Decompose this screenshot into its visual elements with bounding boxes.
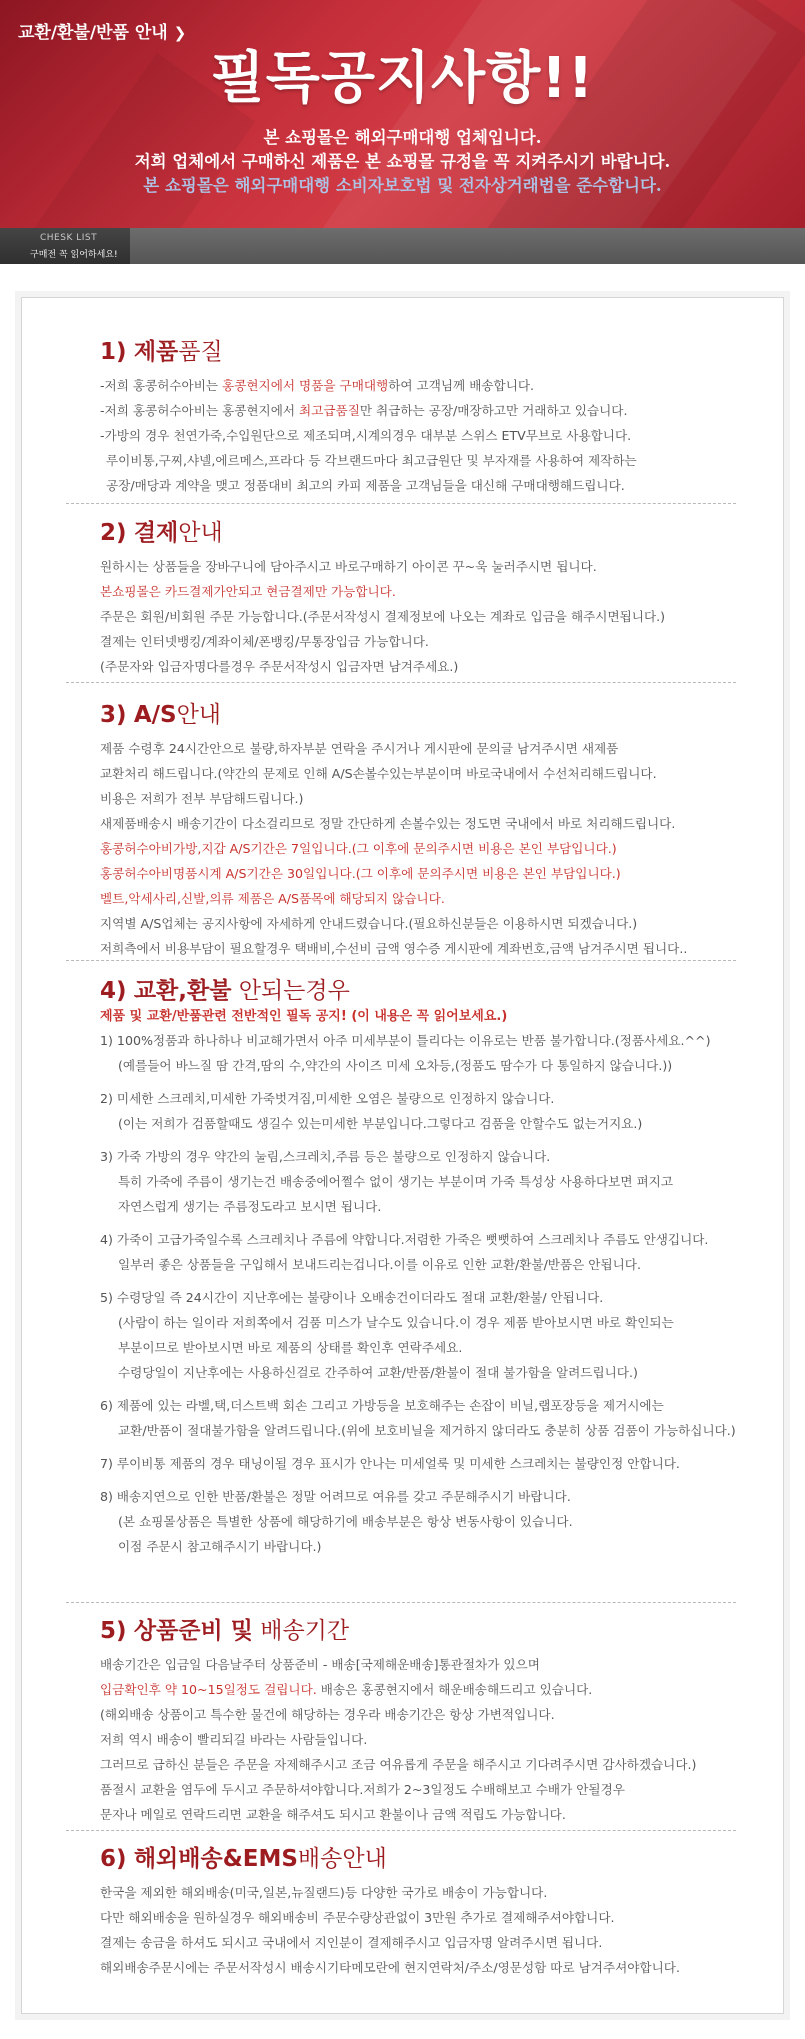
breadcrumb-label: 교환/환불/반품 안내: [18, 23, 168, 43]
section-divider: [66, 1830, 736, 1831]
list-item: 교환/반품이 절대불가함을 알려드립니다.(위에 보호비닐을 제거하지 않더라도 충분히 상품 검품이 가능하십니다.): [118, 1423, 736, 1438]
text-line: 교환처리 해드립니다.(약간의 문제로 인해 A/S손볼수있는부분이며 바로국내에서 수선처리해드립니다.: [100, 766, 657, 781]
text-line: -가방의 경우 천연가죽,수입원단으로 제조되며,시계의경우 대부분 스위스 ETV무브로 사용합니다.: [100, 428, 632, 443]
text-line: -저희 홍콩허수아비는 홍콩현지에서 명품을 구매대행하여 고객님께 배송합니다.: [100, 378, 535, 393]
section-divider: [66, 682, 736, 683]
list-item: 1) 100%정품과 하나하나 비교해가면서 아주 미세부분이 틀리다는 이유로는 반품 불가합니다.(정품사세요.^^): [100, 1033, 711, 1048]
list-item: 3) 가죽 가방의 경우 약간의 눌림,스크레치,주름 등은 불량으로 인정하지 않습니다.: [100, 1149, 551, 1164]
section-divider: [66, 503, 736, 504]
text-line: 홍콩허수아비명품시계 A/S기간은 30일입니다.(그 이후에 문의주시면 비용은 본인 부담입니다.): [100, 866, 621, 881]
text-line: 저희 역시 배송이 빨리되길 바라는 사람들입니다.: [100, 1732, 368, 1747]
section-shipping-period: [100, 1616, 740, 1827]
important-notice: 제품 및 교환/반품관련 전반적인 필독 공지! (이 내용은 꼭 읽어보세요.): [100, 1009, 508, 1024]
text-line: 문자나 메일로 연락드리면 교환을 해주셔도 되시고 환불이나 금액 적립도 가능합니다.: [100, 1807, 566, 1822]
text-line: 새제품배송시 배송기간이 다소걸리므로 정말 간단하게 손볼수있는 정도면 국내에서 바로 처리해드립니다.: [100, 816, 676, 831]
section-divider: [66, 960, 736, 961]
list-item: 7) 루이비통 제품의 경우 태닝이될 경우 표시가 안나는 미세얼룩 및 미세한 스크레치는 불량인정 안합니다.: [100, 1456, 680, 1471]
page-title: 필독공지사항!!: [210, 46, 595, 111]
text-line: 홍콩허수아비가방,지갑 A/S기간은 7일입니다.(그 이후에 문의주시면 비용은 본인 부담입니다.): [100, 841, 617, 856]
text-line: 본쇼핑몰은 카드결제가안되고 현금결제만 가능합니다.: [100, 584, 396, 599]
list-item: 6) 제품에 있는 라벨,택,더스트백 회손 그리고 가방등을 보호해주는 손잡이 비닐,랩포장등을 제거시에는: [100, 1398, 664, 1413]
section-title: 1) 제품품질: [100, 339, 223, 365]
text-line: 한국을 제외한 해외배송(미국,일본,뉴질랜드)등 다양한 국가로 배송이 가능합니다.: [100, 1885, 548, 1900]
header-banner: [0, 0, 805, 228]
list-item: 특히 가죽에 주름이 생기는건 배송중에어쩔수 없이 생기는 부분이며 가죽 특성상 사용하다보면 펴지고: [118, 1174, 673, 1189]
text-line: 품절시 교환을 염두에 두시고 주문하셔야합니다.저희가 2~3일정도 수배해보고 수배가 안될경우: [100, 1782, 625, 1797]
section-title: 2) 결제안내: [100, 520, 223, 546]
list-item: 5) 수령당일 즉 24시간이 지난후에는 불량이나 오배송건이더라도 절대 교환/환불/ 안됩니다.: [100, 1290, 604, 1305]
text-line: 입금확인후 약 10~15일정도 걸립니다. 배송은 홍콩현지에서 해운배송해드리고 있습니다.: [100, 1682, 593, 1697]
list-item: 일부러 좋은 상품들을 구입해서 보내드리는겁니다.이를 이유로 인한 교환/환불/반품은 안됩니다.: [118, 1257, 641, 1272]
section-payment: [100, 518, 740, 679]
intro-line: 본 쇼핑몰은 해외구매대행 소비자보호법 및 전자상거래법을 준수합니다.: [143, 176, 662, 195]
section-no-exchange: [100, 976, 740, 1559]
text-line: 결제는 인터넷뱅킹/계좌이체/폰뱅킹/무통장입금 가능합니다.: [100, 634, 429, 649]
section-after-service: [100, 700, 740, 961]
section-product-quality: [100, 337, 740, 498]
text-line: 비용은 저희가 전부 부담해드립니다.): [100, 791, 304, 806]
text-line: 저희측에서 비용부담이 필요할경우 택배비,수선비 금액 영수증 게시판에 계좌번호,금액 남겨주시면 됩니다..: [100, 941, 688, 956]
check-list-tab: [0, 228, 130, 264]
intro-line: 저희 업체에서 구매하신 제품은 본 쇼핑몰 규정을 꼭 지켜주시기 바랍니다.: [134, 152, 671, 171]
check-list-subtitle: 구매전 꼭 읽어하세요!: [30, 250, 118, 260]
list-item: (이는 저희가 검품할때도 생길수 있는미세한 부분입니다.그렇다고 검품을 안할수도 없는거지요.): [118, 1116, 643, 1131]
text-line: 루이비통,구찌,샤넬,에르메스,프라다 등 각브랜드마다 최고급원단 및 부자재를 사용하여 제작하는: [106, 453, 637, 468]
intro-line: 본 쇼핑몰은 해외구매대행 업체입니다.: [263, 128, 542, 147]
list-item: 이점 주문시 참고해주시기 바랍니다.): [118, 1539, 322, 1554]
section-divider: [66, 1602, 736, 1603]
text-line: 제품 수령후 24시간안으로 불량,하자부분 연락을 주시거나 게시판에 문의글 남겨주시면 새제품: [100, 741, 619, 756]
list-item: 부분이므로 받아보시면 바로 제품의 상태를 확인후 연락주세요.: [118, 1340, 463, 1355]
list-item: (사람이 하는 일이라 저희쪽에서 검품 미스가 날수도 있습니다.이 경우 제품 받아보시면 바로 확인되는: [118, 1315, 674, 1330]
list-item: 자연스럽게 생기는 주름정도라고 보시면 됩니다.: [118, 1199, 382, 1214]
text-line: 공장/매당과 계약을 맺고 정품대비 최고의 카피 제품을 고객님들을 대신해 구매대행해드립니다.: [106, 478, 625, 493]
text-line: 원하시는 상품들을 장바구니에 담아주시고 바로구매하기 아이콘 꾸~욱 눌러주시면 됩니다.: [100, 559, 597, 574]
text-line: (해외배송 상품이고 특수한 물건에 해당하는 경우라 배송기간은 항상 가변적입니다.: [100, 1707, 555, 1722]
text-line: 그러므로 급하신 분들은 주문을 자제해주시고 조금 여유롭게 주문을 해주시고 기다려주시면 감사하겠습니다.): [100, 1757, 697, 1772]
list-item: 2) 미세한 스크레치,미세한 가죽벗겨짐,미세한 오염은 불량으로 인정하지 않습니다.: [100, 1091, 555, 1106]
text-line: 배송기간은 입금일 다음날주터 상품준비 - 배송[국제해운배송]통관절차가 있으며: [100, 1657, 540, 1672]
text-line: 결제는 송금을 하셔도 되시고 국내에서 지인분이 결제해주시고 입금자명 알려주시면 됩니다.: [100, 1935, 603, 1950]
check-list-label: CHESK LIST: [40, 233, 98, 243]
list-item: (본 쇼핑몰상품은 특별한 상품에 해당하기에 배송부분은 항상 변동사항이 있습니다.: [118, 1514, 573, 1529]
section-title: 6) 해외배송&EMS배송안내: [100, 1846, 387, 1872]
text-line: 주문은 회원/비회원 주문 가능합니다.(주문서작성시 결제정보에 나오는 계좌로 입금을 해주시면됩니다.): [100, 609, 666, 624]
chevron-right-icon: ❯: [173, 24, 187, 42]
text-line: 지역별 A/S업체는 공지사항에 자세하게 안내드렸습니다.(필요하신분들은 이용하시면 되겠습니다.): [100, 916, 638, 931]
list-item: 수령당일이 지난후에는 사용하신걸로 간주하여 교환/반품/환불이 절대 불가함을 알려드립니다.): [118, 1365, 638, 1380]
text-line: (주문자와 입금자명다를경우 주문서작성시 입금자면 남겨주세요.): [100, 659, 459, 674]
list-item: (예를들어 바느질 땀 간격,땀의 수,약간의 사이즈 미세 오차등,(정품도 땀수가 다 통일하지 않습니다.)): [118, 1058, 673, 1073]
section-title: 5) 상품준비 및 배송기간: [100, 1618, 350, 1644]
list-item: 4) 가죽이 고급가죽일수록 스크레치나 주름에 약합니다.저렴한 가죽은 뻣뻣하여 스크레치나 주름도 안생깁니다.: [100, 1232, 709, 1247]
text-line: -저희 홍콩허수아비는 홍콩현지에서 최고급품질만 취급하는 공장/매장하고만 거래하고 있습니다.: [100, 403, 628, 418]
text-line: 다만 해외배송을 원하실경우 해외배송비 주문수량상관없이 3만원 추가로 결제해주셔야합니다.: [100, 1910, 615, 1925]
text-line: 벨트,악세사리,신발,의류 제품은 A/S품목에 해당되지 않습니다.: [100, 891, 445, 906]
section-overseas-shipping: [100, 1844, 740, 1980]
text-line: 해외배송주문시에는 주문서작성시 배송시기타메모란에 현지연락처/주소/영문성함 따로 남겨주셔야합니다.: [100, 1960, 680, 1975]
section-title: 4) 교환,환불 안되는경우: [100, 978, 350, 1004]
list-item: 8) 배송지연으로 인한 반품/환불은 정말 어려므로 여유를 갖고 주문해주시기 바랍니다.: [100, 1489, 571, 1504]
section-title: 3) A/S안내: [100, 702, 222, 728]
